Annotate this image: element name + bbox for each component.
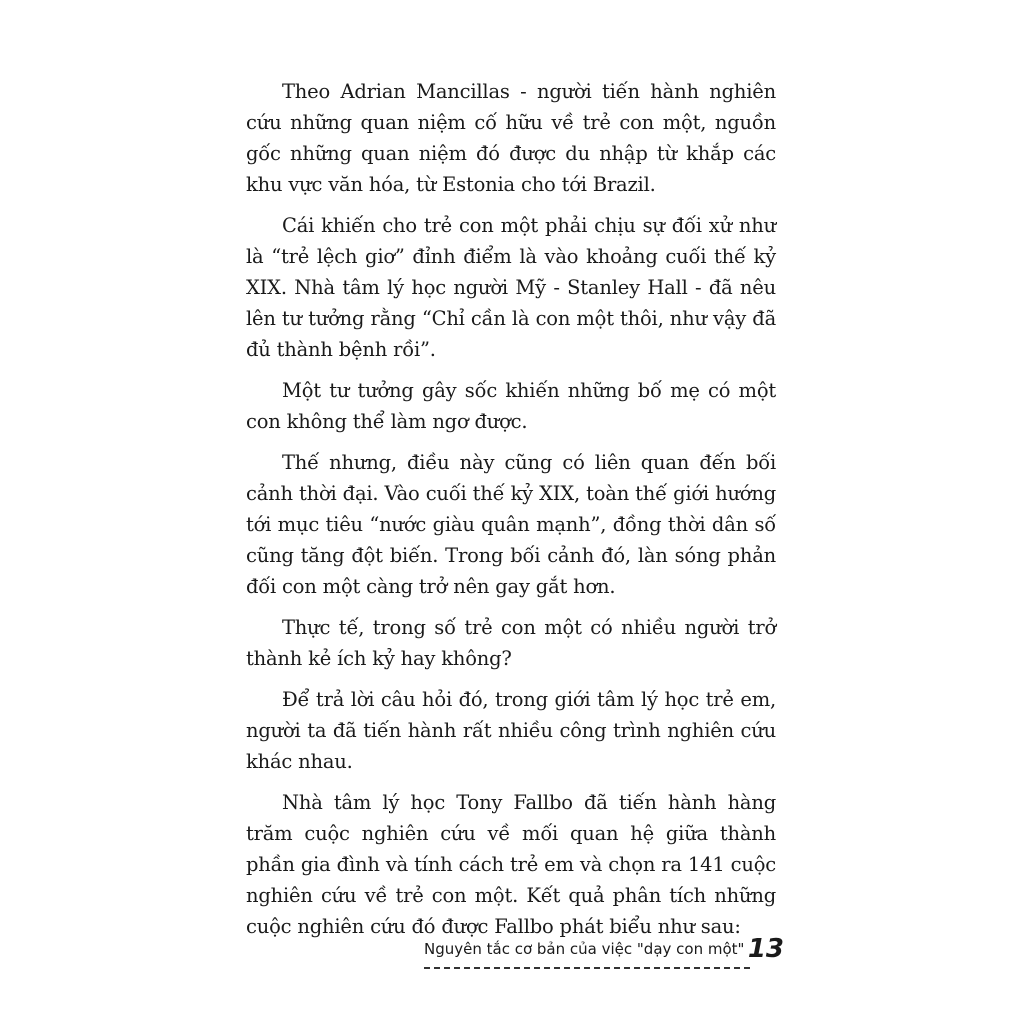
- paragraph: Để trả lời câu hỏi đó, trong giới tâm lý học trẻ em, người ta đã tiến hành rất nhiều công trình nghiên cứu khác nhau.: [246, 688, 776, 773]
- page-footer: [424, 934, 786, 974]
- running-title: Nguyên tắc cơ bản của việc "dạy con một": [424, 940, 745, 958]
- footer-dashed-rule: [424, 967, 750, 969]
- paragraph: Thực tế, trong số trẻ con một có nhiều người trở thành kẻ ích kỷ hay không?: [246, 616, 776, 670]
- paragraph: Theo Adrian Mancillas - người tiến hành nghiên cứu những quan niệm cố hữu về trẻ con một, nguồn gốc những quan niệm đó được du nhập từ khắp các khu vực văn hóa, từ Estonia cho tới Brazil.: [246, 80, 776, 196]
- paragraph: Nhà tâm lý học Tony Fallbo đã tiến hành hàng trăm cuộc nghiên cứu về mối quan hệ giữa thành phần gia đình và tính cách trẻ em và chọn ra 141 cuộc nghiên cứu về trẻ con một. Kết quả phân tích những cuộc nghiên cứu đó được Fallbo phát biểu như sau:: [246, 791, 776, 938]
- page-number: 13: [747, 934, 784, 964]
- paragraph: Thế nhưng, điều này cũng có liên quan đến bối cảnh thời đại. Vào cuối thế kỷ XIX, toàn thế giới hướng tới mục tiêu “nước giàu quân mạnh”, đồng thời dân số cũng tăng đột biến. Trong bối cảnh đó, làn sóng phản đối con một càng trở nên gay gắt hơn.: [246, 451, 776, 598]
- paragraph: Một tư tưởng gây sốc khiến những bố mẹ có một con không thể làm ngơ được.: [246, 379, 776, 433]
- body-text: [246, 76, 776, 952]
- paragraph: Cái khiến cho trẻ con một phải chịu sự đối xử như là “trẻ lệch giơ” đỉnh điểm là vào khoảng cuối thế kỷ XIX. Nhà tâm lý học người Mỹ - Stanley Hall - đã nêu lên tư tưởng rằng “Chỉ cần là con một thôi, như vậy đã đủ thành bệnh rồi”.: [246, 214, 776, 361]
